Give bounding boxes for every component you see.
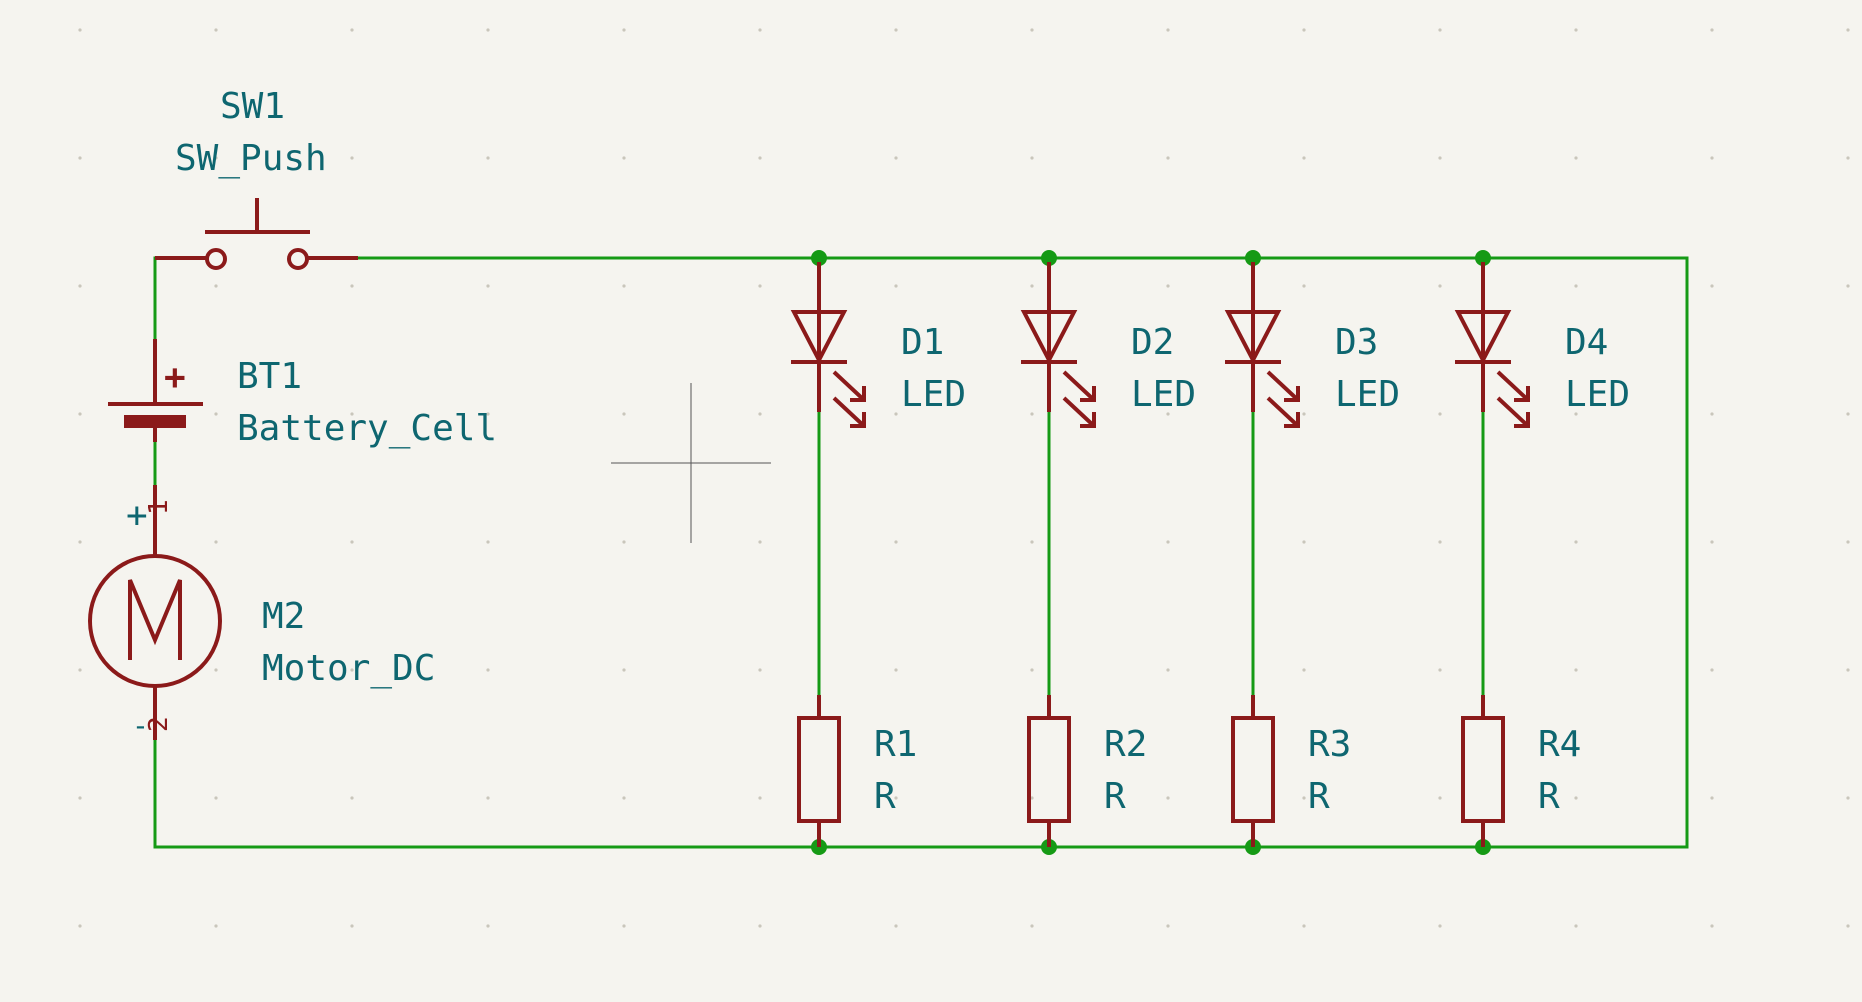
led-d1[interactable]	[791, 262, 966, 426]
left-top-wire[interactable]	[155, 258, 200, 339]
resistor-r4[interactable]	[1463, 695, 1581, 847]
m2-ref: M2	[262, 596, 306, 637]
m2-pin2: 2	[144, 716, 174, 732]
resistor-r3[interactable]	[1233, 695, 1351, 847]
r2-ref: R2	[1104, 724, 1148, 765]
d2-value: LED	[1131, 374, 1197, 415]
r1-value: R	[874, 776, 896, 817]
m2-value: Motor_DC	[262, 648, 436, 689]
led-d3[interactable]	[1225, 262, 1400, 426]
m2-pin1: 1	[144, 499, 174, 515]
d2-ref: D2	[1131, 322, 1175, 363]
d4-ref: D4	[1565, 322, 1609, 363]
d3-ref: D3	[1335, 322, 1379, 363]
sw1-value: SW_Push	[175, 138, 327, 179]
r1-ref: R1	[874, 724, 918, 765]
r4-ref: R4	[1538, 724, 1582, 765]
resistor-r2[interactable]	[1029, 695, 1147, 847]
r4-value: R	[1538, 776, 1560, 817]
d1-ref: D1	[901, 322, 945, 363]
m2-plus: +	[126, 495, 148, 536]
grid-dots	[78, 28, 1849, 927]
battery-bt1[interactable]	[108, 339, 497, 449]
d3-value: LED	[1335, 374, 1401, 415]
motor-m2[interactable]	[90, 485, 435, 742]
d4-value: LED	[1565, 374, 1631, 415]
r3-ref: R3	[1308, 724, 1352, 765]
led-group	[791, 262, 1630, 426]
led-d4[interactable]	[1455, 262, 1630, 426]
resistor-group	[799, 695, 1581, 847]
r2-value: R	[1104, 776, 1126, 817]
bt1-plus: +	[164, 357, 186, 398]
m2-minus: -	[132, 709, 149, 742]
bt1-value: Battery_Cell	[237, 408, 498, 449]
led-d2[interactable]	[1021, 262, 1196, 426]
r3-value: R	[1308, 776, 1330, 817]
sw1-ref: SW1	[220, 86, 286, 127]
bt1-ref: BT1	[237, 356, 303, 397]
d1-value: LED	[901, 374, 967, 415]
switch-sw1[interactable]	[155, 86, 358, 268]
resistor-r1[interactable]	[799, 695, 917, 847]
cursor-crosshair	[611, 383, 771, 543]
